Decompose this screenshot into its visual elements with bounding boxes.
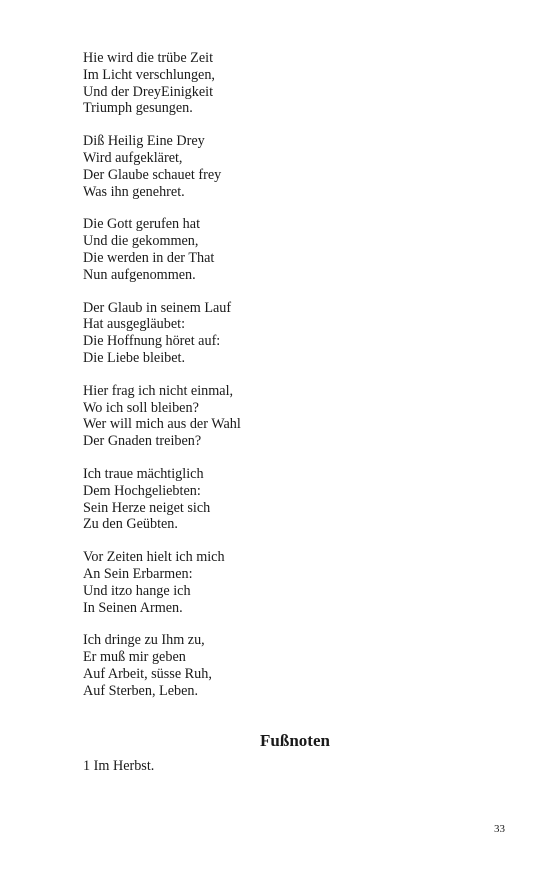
poem-line: Hie wird die trübe Zeit [83,50,214,66]
poem-line: Die Hoffnung höret auf: [83,333,221,350]
poem-line: Dem Hochgeliebten: [83,482,201,499]
poem-line: Sein Herze neiget sich [83,499,211,516]
poem-line: Zu den Geübten. [83,516,178,533]
poem-line: An Sein Erbarmen: [83,565,193,582]
poem-line: Auf Arbeit, süsse Ruh, [83,665,212,682]
poem-line: Die Liebe bleibet. [83,349,186,366]
poem-line: Ich dringe zu Ihm zu, [83,632,205,649]
poem-line: Wird aufgekläret, [83,149,183,166]
poem-line: Auf Sterben, Leben. [83,682,199,699]
stanza [83,632,463,699]
poem-line: Der Gnaden treiben? [83,433,202,450]
poem-line: Der Glaub in seinem Lauf [83,299,232,316]
poem-line: Und itzo hange ich [83,582,191,599]
poem-line: Diß Heilig Eine Drey [83,133,205,150]
poem-line: Die Gott gerufen hat [83,216,201,233]
stanza [83,383,463,450]
footnote-item: 1 Im Herbst. [83,758,155,774]
poem-line: Wer will mich aus der Wahl [83,416,241,433]
poem-line: In Seinen Armen. [83,599,183,616]
poem-line: Hier frag ich nicht einmal, [83,382,234,399]
stanza [83,549,463,616]
poem-line: Und der DreyEinigkeit [83,83,214,100]
poem-line: Nun aufgenommen. [83,266,196,283]
stanza [83,133,463,200]
stanza [83,300,463,367]
poem-line: Der Glaube schauet frey [83,166,222,183]
poem-line: Vor Zeiten hielt ich mich [83,549,225,566]
stanza [83,50,463,117]
poem [83,50,463,716]
stanza [83,466,463,533]
stanza [83,216,463,283]
poem-line: Er muß mir geben [83,649,186,666]
poem-line: Die werden in der That [83,249,215,266]
poem-line: Was ihn genehret. [83,183,185,200]
page-number: 33 [494,823,505,835]
poem-line: Ich traue mächtiglich [83,465,204,482]
poem-line: Triumph gesungen. [83,100,193,117]
poem-line: Und die gekommen, [83,233,199,250]
poem-line: Im Licht verschlungen, [83,66,215,83]
footnotes-heading: Fußnoten [260,731,330,750]
poem-line: Hat ausgegläubet: [83,316,186,333]
poem-line: Wo ich soll bleiben? [83,399,199,416]
